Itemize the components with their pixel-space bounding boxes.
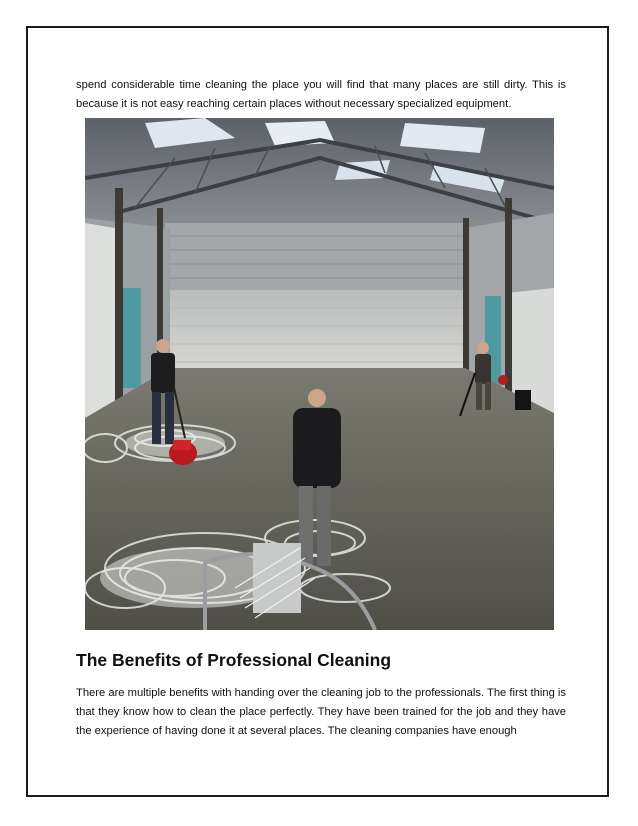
body-paragraph: There are multiple benefits with handing over the cleaning job to the professionals. The first thing is that they know how to clean the place perfectly. They have been trained for the job and they have the experience of having done it at several places. The cleaning companies have enough <box>76 687 566 737</box>
warehouse-cleaning-photo <box>85 118 554 630</box>
intro-paragraph: spend considerable time cleaning the place you will find that many places are still dirty. This is because it is not easy reaching certain places without necessary specialized equipment. <box>76 79 566 110</box>
section-heading: The Benefits of Professional Cleaning <box>76 650 392 670</box>
page-frame <box>26 26 609 797</box>
